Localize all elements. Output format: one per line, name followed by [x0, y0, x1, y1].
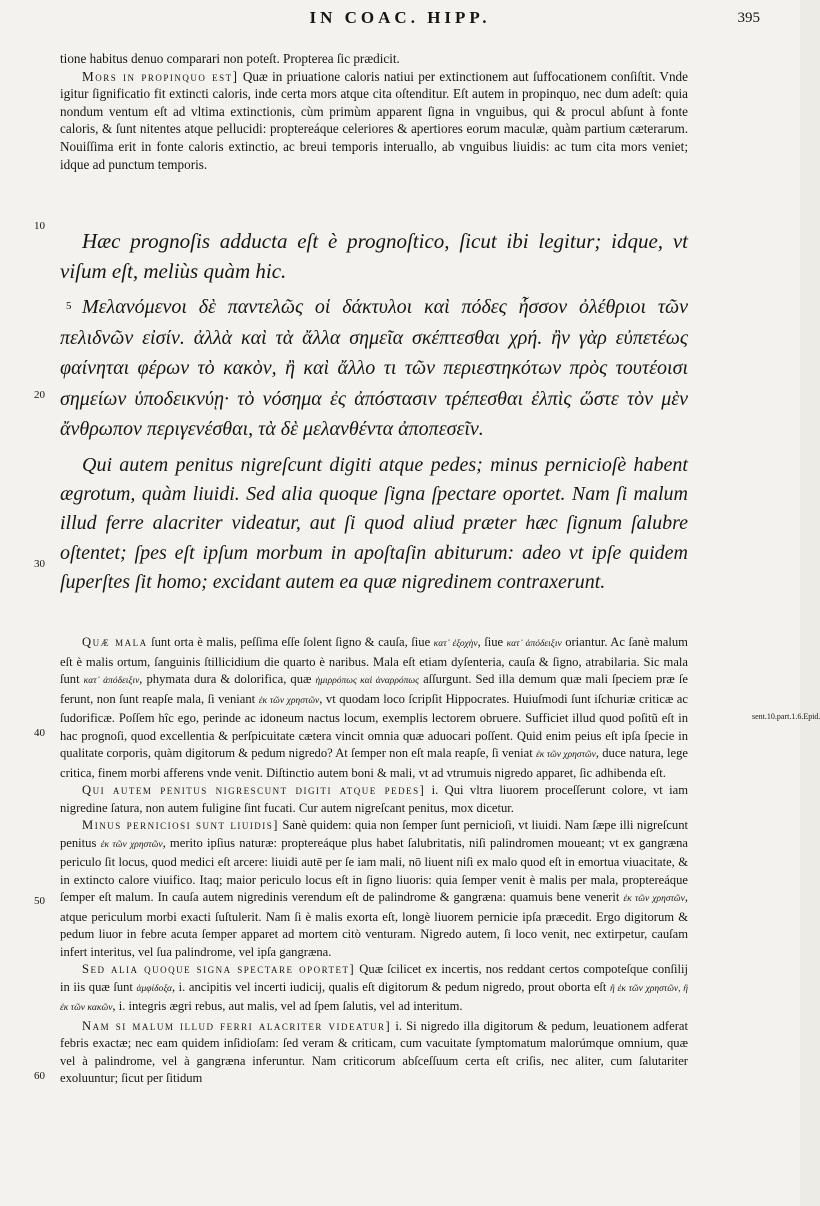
greek-term: ἀμφίδοξα: [136, 983, 172, 994]
text-run: ſunt orta è malis, peſſima eſſe ſolent ſigno & cauſa, ſiue: [151, 635, 431, 649]
commentary-paragraph: [60, 782, 688, 817]
greek-term: κατ᾽ ἐξοχὴν: [433, 639, 478, 649]
text-run: , duce natura, lege critica, finem morbi afferens vnde venit. Diſtinctio autem boni & mali, vt ad vtrumuis nigredo apparet, ſic adhibenda eſt.: [60, 746, 688, 780]
running-title: IN COAC. HIPP.: [309, 8, 491, 27]
text-run: i. Qui vltra liuorem proceſſerunt colore, vt iam nigredine ſatura, non autem fuligine ſint fucati. Cur autem nigreſcant penitus, mox dicetur.: [60, 783, 688, 815]
editorial-note: [60, 226, 688, 286]
text-run: aſſurgunt. Sed illa demum quæ mali ſpeciem præ ſe ferunt, non ſunt reapſe mala, ſi veniant: [60, 672, 688, 706]
greek-text: Μελανόμενοι δὲ παντελῶς οἱ δάκτυλοι καὶ πόδες ἧσσον ὀλέθριοι τῶν πελιδνῶν εἰσίν. ἀλλὰ καὶ τὰ ἄλλα σημεῖα σκέπτεσθαι χρή. ἢν γὰρ εὐπετέως φαίνηται φέρων τὸ κακὸν, ἢ καὶ ἄλλο τι τῶν περιεστηκότων πρὸς τουτέοισι σημείων ὑποδεικνύῃ· τὸ νόσημα ἐς ἀπόστασιν τρέπεσθαι ἐλπὶς ὥστε τὸν μὲν ἄνθρωπον περιγενέσθαι, τὰ δὲ μελανθέντα ἀποπεσεῖν.: [60, 296, 688, 440]
greek-term: ἐκ τῶν χρηστῶν: [535, 750, 596, 760]
commentary-paragraph: [60, 961, 688, 1018]
section-heading: Minus perniciosi sunt liuidis]: [82, 818, 280, 832]
greek-passage: [60, 292, 688, 445]
greek-term: κατ᾽ ἀπόδειξιν: [83, 676, 140, 686]
line-number: 30: [34, 558, 45, 570]
lead-line: tione habitus denuo comparari non poteſt. Propterea ſic prædicit.: [60, 51, 400, 66]
text-run: , merito ipſius naturæ: proptereáque plus habet ſalubritatis, niſi palindromen moueant; vt ex gangræna periculo ſit locus, quod medici eſt arcere: liuidi autē per ſe iam mali, nō liuent niſi ex malo quod eſt in emortua viuacitate, & in extincto calore viuifico. Itaq; maior periculo locus eſt in ſigno liuoris: quia ſemper venit è malis per mala, proptereáque ſemper eſt malum. In cauſa autem nigredinis verendum eſt de palindrome & gangræna: quamuis bene venerit: [60, 835, 689, 904]
latin-translation: [60, 451, 688, 597]
text-run: i. Si nigredo illa digitorum & pedum, leuationem adferat febris exactæ; nec eam quidem inſidioſam: ſed veram & criticam, cum vacuitate ſymptomatum malorúmque omnium, quæ vel à palindrome, vel à gangræna inferuntur. Nam criticorum abſceſſuum certa eſt criſis, nec aliter, cum ſalutariter exoluuntur; ſicut per ſitidum: [60, 1018, 688, 1085]
line-number: 60: [34, 1070, 45, 1082]
line-number: 40: [34, 727, 45, 739]
section-heading: Mors in propinquo est]: [82, 68, 239, 84]
line-number: 10: [34, 220, 45, 232]
section-heading: Sed alia quoque signa spectare oportet]: [82, 962, 356, 976]
text-run: oriantur. Ac ſanè malum eſt è malis ortum, ſanguinis ſtillicidium die quarto è naribus. Mala eſt etiam dyſenteria, cauſa & ſigno, atrabilaria. Sic mala ſunt: [60, 635, 688, 686]
text-run: , phymata dura & dolorifica, quæ: [139, 672, 312, 686]
text-run: Quæ ſcilicet ex incertis, nos reddant certos compoteſque conſilij in iis quæ ſunt: [60, 962, 688, 994]
margin-reference: sent.10.part.1.6.Epid.: [752, 712, 820, 721]
section-heading: Quæ mala: [82, 635, 148, 649]
commentary: [60, 634, 688, 1088]
text-run: , vt quodam loco ſcripſit Hippocrates. Huiuſmodi ſunt iſchuriæ criticæ ac ſudorificæ. Poſſem hîc ego, perinde ac idoneum nactus locum, exemplis lectorem obruere. Sufficiet illud quod poſitũ eſt in hac prognoſi, quod excellentia & perſpicuitate cætera vincit omnia quæ aduocari poſſent. Quid enim peius eſt ipſa ſpecie in qualitate corporis, quàm digitorum & pedum nigredo? At ſemper non eſt mala reapſe, ſi veniat: [60, 691, 688, 760]
commentary-paragraph: [60, 1018, 688, 1088]
text-run: , atque periculum morbi exacti ſuſtulerit. Nam ſi è malis exorta eſt, longè liuorem pernicie ipſa præcedit. Ergo digitorum & pedum liuor in febre acuta ſemper apparet ad mortem citò venturam. Nigredo autem, ſi loco venit, nec extirpetur, cauſam infert interitus, vel ſua palindrome, vel ipſa gangræna.: [60, 890, 688, 959]
greek-term: κατ᾽ ἀπόδειξιν: [506, 639, 562, 649]
paragraph-text: Quæ in priuatione caloris natiui per extinctionem aut ſuffocationem conſiſtit. Vnde igitur ſignificatio fit extincti caloris, inde certa mors atque cita oſtenditur. Eſt autem in propinquo, nec dum adeſt: quia nondum ventum eſt ad vltima extinctionis, cùm primùm apparent ſigna in vnguibus, qui & procul abſunt à fonte caloris, & ſunt nitentes atque pellucidi: proptereáque celeriores & apertiores eorum maculæ, quàm partium cæterarum. Nouiſſima erit in fonte caloris extinctio, ac breui temporis interuallo, ab vnguibus liuidis: ac tum cita mors veniet; idque ad punctum temporis.: [60, 68, 688, 172]
text-run: , ſiue: [477, 635, 504, 649]
commentary-paragraph: [60, 634, 688, 782]
commentary-paragraph: [60, 817, 688, 961]
translation-text: Qui autem penitus nigreſcunt digiti atque pedes; minus pernicioſè habent ægrotum, quàm liuidi. Sed alia quoque ſigna ſpectare oportet. Nam ſi malum illud ferre alacriter videatur, aut ſi quod aliud præter hæc ſignum ſalubre oſtentet; ſpes eſt ipſum morbum in apoſtaſin abiturum: adeo vt ipſe quidem ſuperſtes ſit homo; excidant autem ea quæ nigredinem contraxerunt.: [60, 454, 688, 593]
text-run: , i. ancipitis vel incerti iudicij, qualis eſt digitorum & pedum nigredo, prout oborta eſt: [171, 979, 607, 994]
paragraph-mors: [60, 50, 688, 173]
section-heading: Nam si malum illud ferri alacriter videatur]: [82, 1018, 392, 1033]
page-number: 395: [737, 10, 760, 26]
section-heading: Qui autem penitus nigrescunt digiti atque pedes]: [82, 783, 426, 797]
line-number: 50: [34, 895, 45, 907]
line-number: 5: [66, 300, 72, 312]
greek-term: ἐκ τῶν χρηστῶν: [623, 894, 685, 904]
greek-term: ἡμιρρόπως καὶ ἀναρρόπως: [315, 676, 419, 686]
greek-term: ἐκ τῶν χρηστῶν: [100, 839, 163, 850]
text-run: Sanè quidem: quia non ſemper ſunt pernicioſi, vt liuidi. Nam ſæpe illi nigreſcunt penitus: [60, 818, 688, 850]
line-number: 20: [34, 389, 45, 401]
note-text: Hæc prognoſis adducta eſt è prognoſtico, ſicut ibi legitur; idque, vt viſum eſt, meliùs quàm hic.: [60, 229, 688, 283]
greek-term: ἐκ τῶν χρηστῶν: [258, 695, 320, 706]
text-run: , i. integris ægri rebus, aut malis, vel ad ſpem ſalutis, vel ad interitum.: [112, 999, 463, 1013]
greek-term: ἢ ἐκ τῶν χρηστῶν, ἢ ἐκ τῶν κακῶν: [60, 983, 689, 1013]
